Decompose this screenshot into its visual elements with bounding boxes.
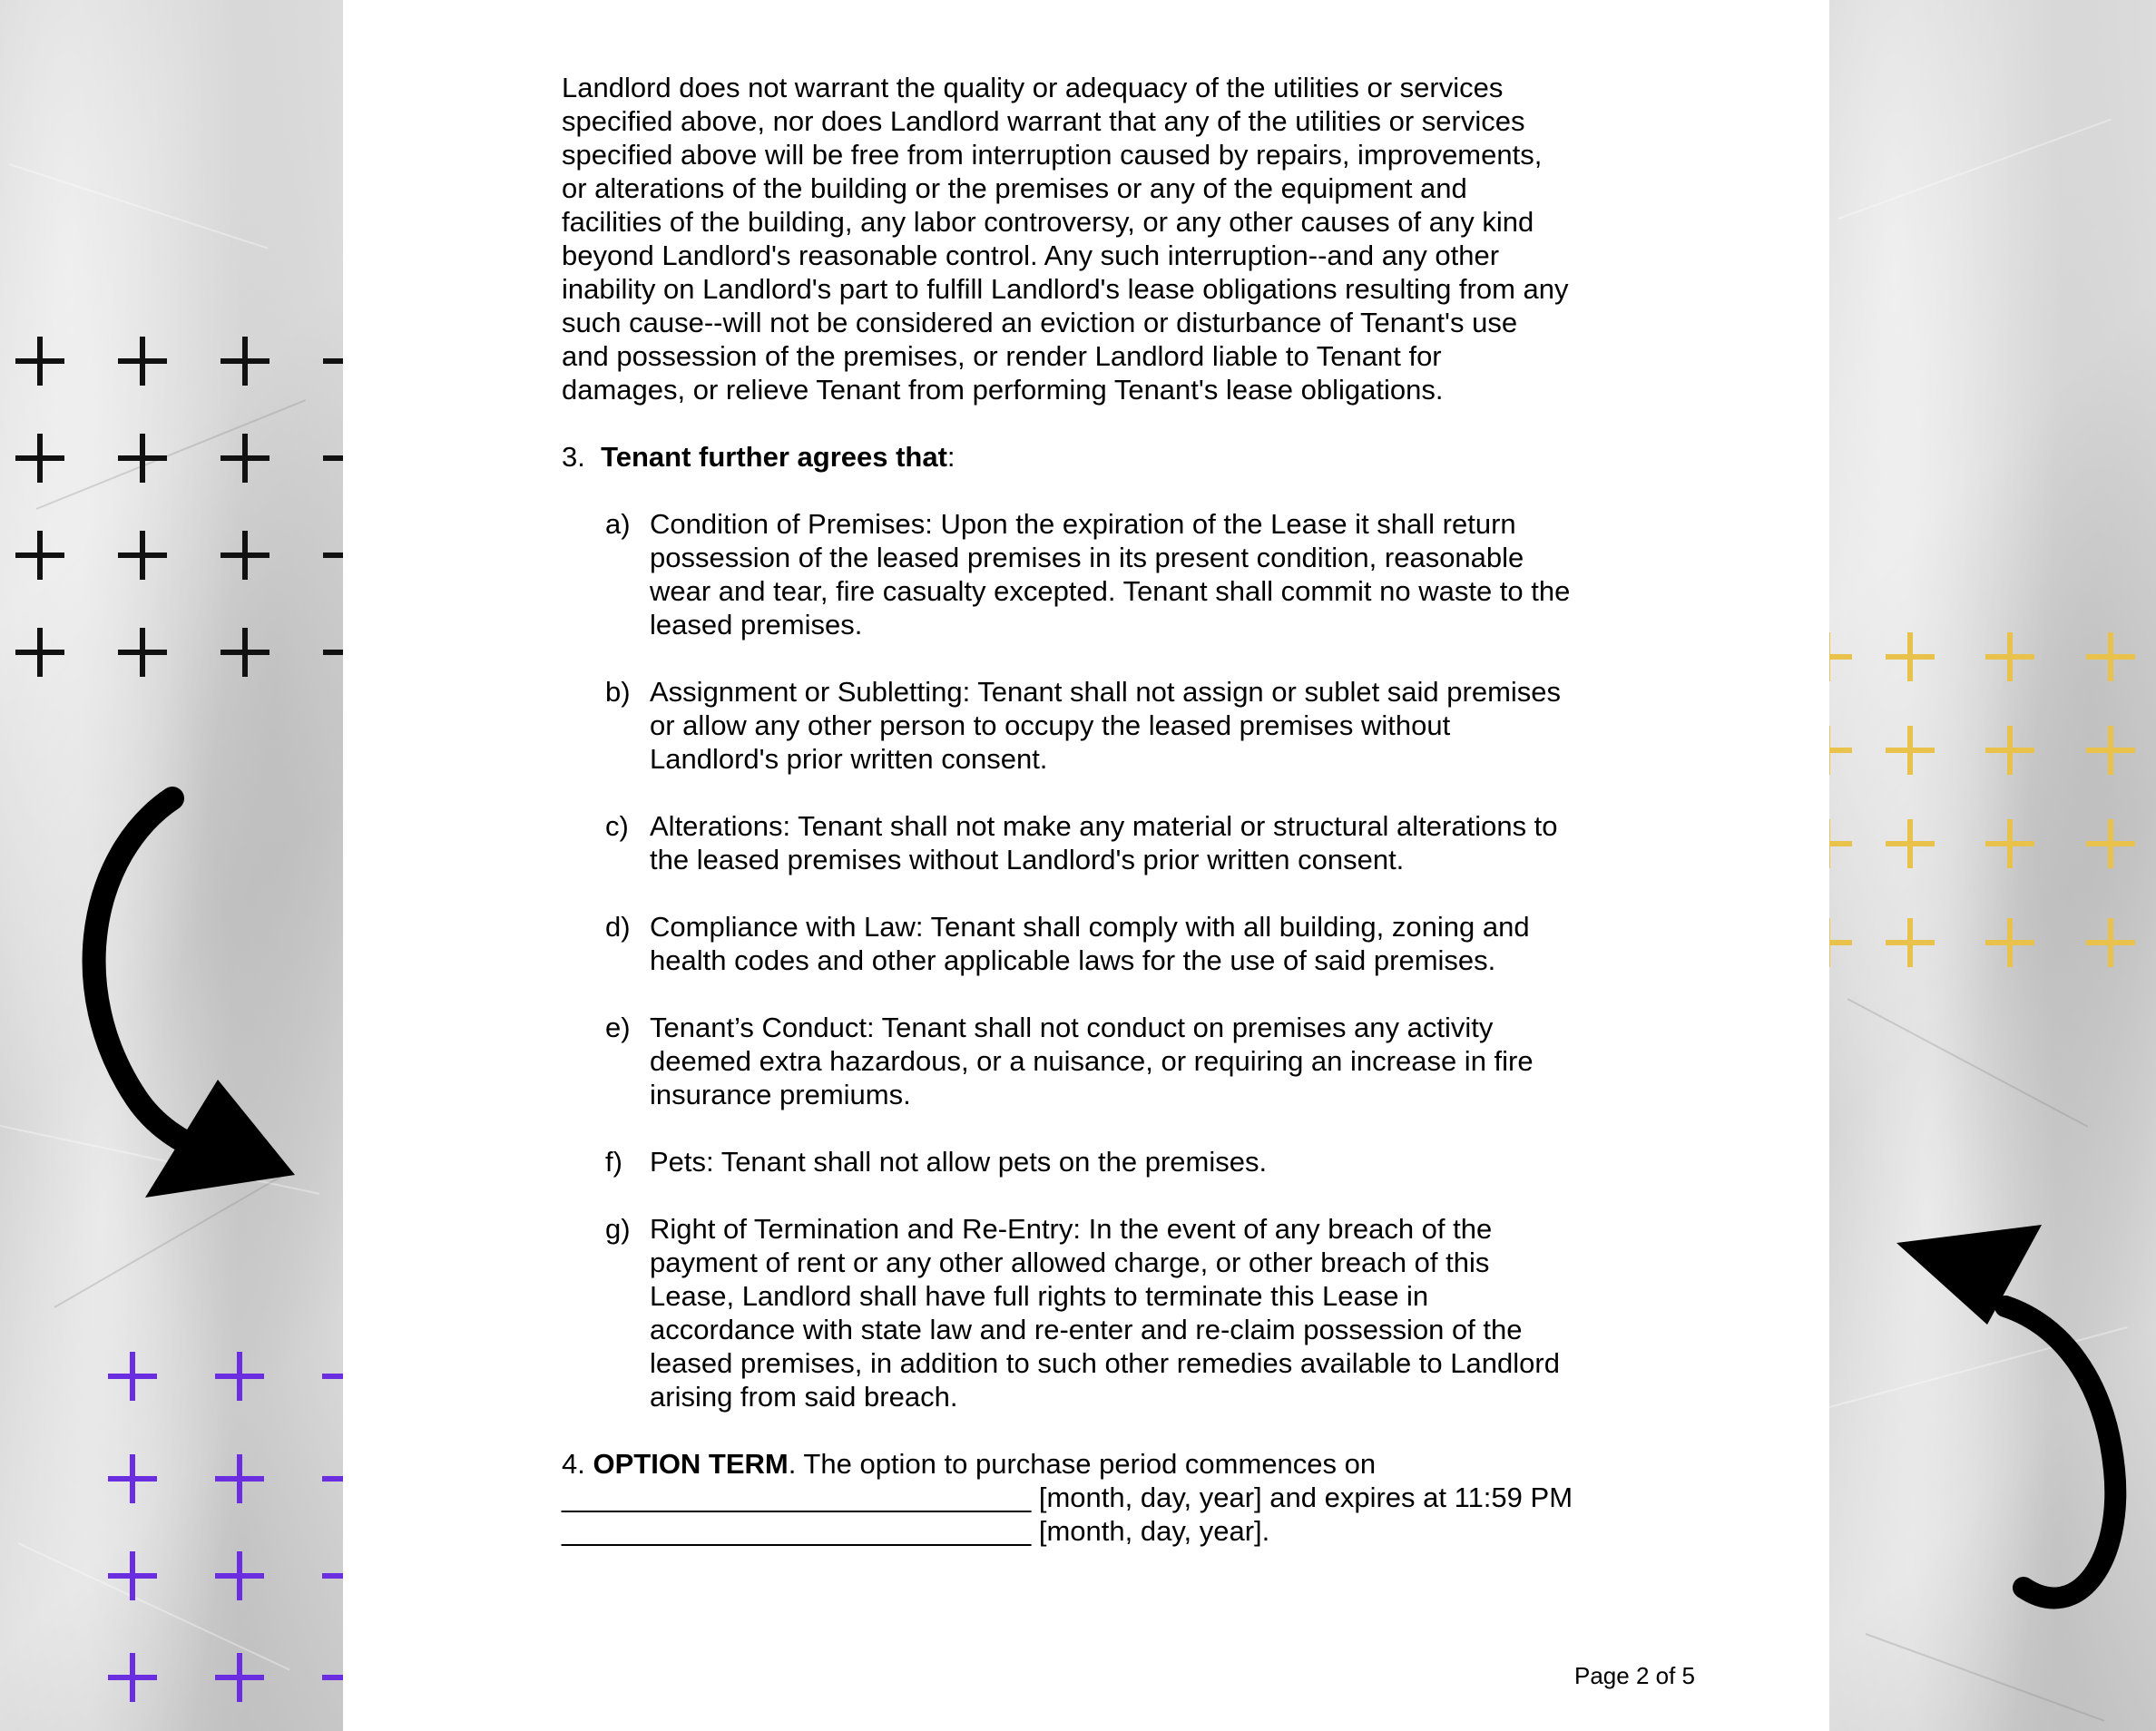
text-line: inability on Landlord's part to fulfill Landlord's lease obligations resulting from any [562,273,1569,305]
text-line: Alterations: Tenant shall not make any material or structural alterations to [650,810,1558,842]
text-line: Compliance with Law: Tenant shall comply with all building, zoning and [650,911,1530,943]
plus-icon [15,337,64,386]
text-line: or alterations of the building or the premises or any of the equipment and [562,172,1467,204]
section-3 [562,440,1687,1413]
text-line: Tenant’s Conduct: Tenant shall not conduct on premises any activity [650,1012,1494,1043]
paper-crease [9,163,269,249]
plus-icon [15,434,64,483]
list-item [605,507,1687,641]
plus-icon [220,531,270,580]
text-line: arising from said breach. [650,1381,958,1413]
list-item-letter: a) [605,508,631,540]
list-item [605,910,1687,977]
section-4-line-1 [562,1447,1687,1481]
plus-icon [1886,918,1935,967]
plus-icon [108,1454,157,1503]
paper-crease [1838,119,2112,220]
list-item [605,675,1687,776]
text-fragment: [month, day, year] and expires at 11:59 PM [1031,1482,1573,1513]
text-line: Pets: Tenant shall not allow pets on the premises. [650,1146,1268,1178]
plus-icon [1886,726,1935,775]
plus-icon [108,1352,157,1401]
text-line: Condition of Premises: Upon the expiration of the Lease it shall return [650,508,1516,540]
section-4-line-3 [562,1514,1687,1548]
list-item [605,1011,1687,1111]
intro-paragraph [562,71,1687,406]
document-body [562,71,1687,1548]
list-item-letter: d) [605,911,631,943]
plus-icon [118,434,167,483]
text-line: accordance with state law and re-enter and re-claim possession of the [650,1314,1523,1345]
text-line: leased premises. [650,609,863,641]
plus-icon [220,337,270,386]
text-line: Lease, Landlord shall have full rights to terminate this Lease in [650,1280,1429,1312]
text-line: Landlord does not warrant the quality or adequacy of the utilities or services [562,72,1504,103]
plus-icon [2086,819,2135,868]
list-item-letter: f) [605,1146,622,1178]
paper-crease [1866,1633,2105,1722]
list-item-letter: g) [605,1213,631,1245]
plus-icon [15,628,64,677]
section-3-list [562,507,1687,1413]
plus-icon [1886,819,1935,868]
list-item [605,809,1687,876]
text-line: beyond Landlord's reasonable control. Any such interruption--and any other [562,240,1500,271]
text-line: damages, or relieve Tenant from performing Tenant's lease obligations. [562,374,1444,406]
plus-icon [118,628,167,677]
plus-icon [215,1454,264,1503]
text-fragment: . The option to purchase period commences on [788,1448,1377,1480]
plus-icon [215,1551,264,1600]
plus-icon [108,1551,157,1600]
plus-icon [1985,918,2034,967]
text-line: health codes and other applicable laws for the use of said premises. [650,944,1496,976]
section-heading: OPTION TERM [593,1448,789,1480]
text-line: payment of rent or any other allowed charge, or other breach of this [650,1247,1490,1278]
plus-icon [118,337,167,386]
plus-icon [1886,632,1935,681]
text-line: specified above, nor does Landlord warrant that any of the utilities or services [562,105,1525,137]
end-date-blank: ______________________________ [562,1515,1032,1547]
section-number: 4. [562,1448,585,1480]
plus-icon [118,531,167,580]
text-fragment: [month, day, year]. [1031,1515,1270,1547]
plus-icon [220,434,270,483]
document-page [343,0,1829,1731]
text-line: Assignment or Subletting: Tenant shall not assign or sublet said premises [650,676,1562,708]
text-line: Landlord's prior written consent. [650,743,1048,775]
plus-icon [215,1653,264,1702]
curved-arrow-icon [1878,1207,2151,1633]
list-item [605,1145,1687,1178]
page-number: Page 2 of 5 [1574,1662,1695,1689]
text-line: the leased premises without Landlord's prior written consent. [650,844,1405,875]
plus-icon [2086,726,2135,775]
section-number: 3. [562,441,585,473]
list-item-letter: b) [605,676,631,708]
plus-icon [220,628,270,677]
text-line: insurance premiums. [650,1079,911,1110]
text-line: specified above will be free from interruption caused by repairs, improvements, [562,139,1543,171]
plus-icon [1985,632,2034,681]
plus-icon [1985,819,2034,868]
text-line: possession of the leased premises in its present condition, reasonable [650,542,1524,573]
curved-arrow-icon [36,780,309,1198]
plus-icon [108,1653,157,1702]
plus-icon [2086,918,2135,967]
plus-icon [2086,632,2135,681]
section-heading: Tenant further agrees that [601,441,947,473]
paper-crease [1847,998,2089,1128]
plus-icon [215,1352,264,1401]
section-4-line-2 [562,1481,1687,1514]
text-line: or allow any other person to occupy the leased premises without [650,709,1451,741]
plus-icon [1985,726,2034,775]
text-line: leased premises, in addition to such other remedies available to Landlord [650,1347,1560,1379]
text-line: Right of Termination and Re-Entry: In the event of any breach of the [650,1213,1493,1245]
section-3-heading-line [562,440,1687,474]
list-item [605,1212,1687,1413]
list-item-letter: e) [605,1012,631,1043]
text-line: deemed extra hazardous, or a nuisance, or requiring an increase in fire [650,1045,1534,1077]
text-line: facilities of the building, any labor controversy, or any other causes of any kind [562,206,1534,238]
text-line: wear and tear, fire casualty excepted. Tenant shall commit no waste to the [650,575,1571,607]
start-date-blank: ______________________________ [562,1482,1032,1513]
list-item-letter: c) [605,810,629,842]
section-4 [562,1447,1687,1548]
text-line: and possession of the premises, or render Landlord liable to Tenant for [562,340,1442,372]
plus-icon [15,531,64,580]
heading-colon: : [946,441,956,473]
text-line: such cause--will not be considered an eviction or disturbance of Tenant's use [562,307,1518,338]
